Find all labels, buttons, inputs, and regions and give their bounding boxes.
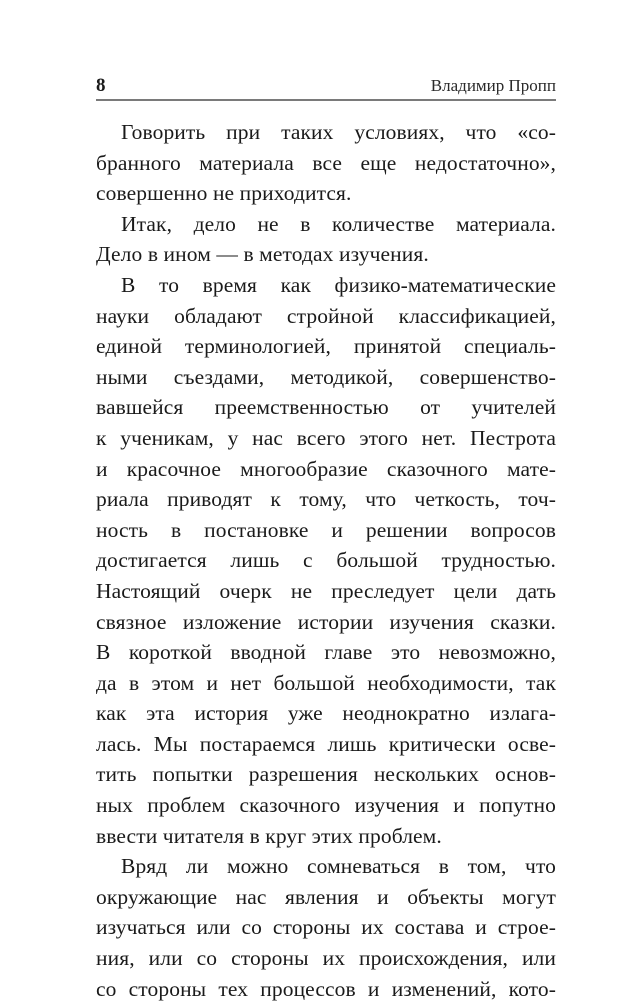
text-line: достигается лишь с большой трудностью. [96, 548, 556, 573]
text-line: В то время как физико-математические [121, 272, 556, 297]
text-line: окружающие нас явления и объекты могут [96, 884, 556, 909]
book-page [96, 72, 556, 1004]
text-line: ных проблем сказочного изучения и попутно [96, 793, 556, 818]
running-title: Владимир Пропп [430, 76, 556, 95]
text-line: риала приводят к тому, что четкость, точ- [96, 487, 556, 512]
text-line: как эта история уже неоднократно излага- [96, 701, 556, 726]
text-line: Дело в ином — в методах изучения. [96, 242, 429, 267]
text-line: науки обладают стройной классификацией, [96, 303, 556, 328]
text-line: связное изложение истории изучения сказки. [96, 609, 556, 634]
text-line: да в этом и нет большой необходимости, так [96, 670, 556, 695]
text-line: ввести читателя в круг этих проблем. [96, 823, 442, 848]
text-line: ность в постановке и решении вопросов [96, 517, 556, 542]
body-text [96, 117, 556, 1004]
text-line: со стороны тех процессов и изменений, кото- [96, 976, 556, 1001]
page-number: 8 [96, 75, 106, 96]
text-line: совершенно не приходится. [96, 181, 352, 206]
text-line: ния, или со стороны их происхождения, или [96, 946, 556, 971]
text-line: Итак, дело не в количестве материала. [121, 211, 556, 236]
text-line: изучаться или со стороны их состава и строе- [96, 915, 556, 940]
text-line: ными съездами, методикой, совершенство- [96, 364, 556, 389]
text-line: к ученикам, у нас всего этого нет. Пестрота [96, 425, 556, 450]
text-line: и красочное многообразие сказочного мате- [96, 456, 556, 481]
text-line: Говорить при таких условиях, что «со- [121, 120, 556, 144]
text-line: бранного материала все еще недостаточно», [96, 150, 556, 175]
text-line: единой терминологией, принятой специаль- [96, 334, 556, 359]
text-line: В короткой вводной главе это невозможно, [96, 640, 556, 665]
text-line: вавшейся преемственностью от учителей [96, 395, 556, 420]
text-line: Настоящий очерк не преследует цели дать [96, 578, 556, 603]
text-line: тить попытки разрешения нескольких основ- [96, 762, 556, 787]
text-line: лась. Мы постараемся лишь критически осве- [96, 731, 556, 756]
running-head [96, 72, 556, 101]
text-line: Вряд ли можно сомневаться в том, что [121, 854, 556, 879]
